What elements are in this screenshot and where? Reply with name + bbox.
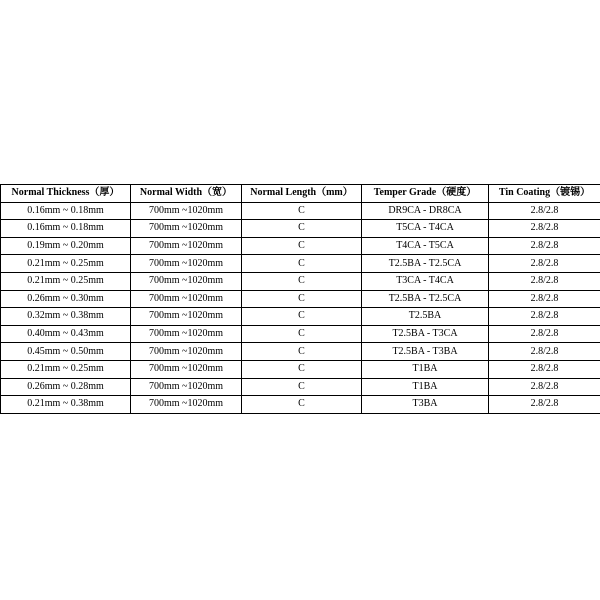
temper-grade-cell: T3CA - T4CA xyxy=(362,272,489,290)
table-row xyxy=(1,325,600,343)
table-row xyxy=(1,272,600,290)
table-row xyxy=(1,308,600,326)
length-cell: C xyxy=(242,290,362,308)
tin-coating-cell: 2.8/2.8 xyxy=(489,220,600,238)
header-length: Normal Length（mm） xyxy=(242,185,362,203)
temper-grade-cell: T2.5BA - T2.5CA xyxy=(362,255,489,273)
thickness-cell: 0.19mm ~ 0.20mm xyxy=(1,237,131,255)
width-cell: 700mm ~1020mm xyxy=(131,272,242,290)
width-cell: 700mm ~1020mm xyxy=(131,237,242,255)
temper-grade-cell: T3BA xyxy=(362,396,489,414)
length-cell: C xyxy=(242,378,362,396)
tin-coating-cell: 2.8/2.8 xyxy=(489,308,600,326)
tin-coating-cell: 2.8/2.8 xyxy=(489,237,600,255)
temper-grade-cell: T5CA - T4CA xyxy=(362,220,489,238)
tin-coating-cell: 2.8/2.8 xyxy=(489,343,600,361)
length-cell: C xyxy=(242,202,362,220)
width-cell: 700mm ~1020mm xyxy=(131,378,242,396)
width-cell: 700mm ~1020mm xyxy=(131,343,242,361)
thickness-cell: 0.21mm ~ 0.25mm xyxy=(1,360,131,378)
tin-coating-cell: 2.8/2.8 xyxy=(489,272,600,290)
temper-grade-cell: T1BA xyxy=(362,378,489,396)
length-cell: C xyxy=(242,272,362,290)
thickness-cell: 0.21mm ~ 0.25mm xyxy=(1,272,131,290)
thickness-cell: 0.16mm ~ 0.18mm xyxy=(1,220,131,238)
thickness-cell: 0.40mm ~ 0.43mm xyxy=(1,325,131,343)
length-cell: C xyxy=(242,220,362,238)
tin-coating-cell: 2.8/2.8 xyxy=(489,325,600,343)
thickness-cell: 0.21mm ~ 0.38mm xyxy=(1,396,131,414)
table-row xyxy=(1,202,600,220)
thickness-cell: 0.26mm ~ 0.28mm xyxy=(1,378,131,396)
tin-coating-cell: 2.8/2.8 xyxy=(489,255,600,273)
thickness-cell: 0.26mm ~ 0.30mm xyxy=(1,290,131,308)
tin-coating-cell: 2.8/2.8 xyxy=(489,396,600,414)
width-cell: 700mm ~1020mm xyxy=(131,220,242,238)
table-row xyxy=(1,255,600,273)
table-row xyxy=(1,237,600,255)
width-cell: 700mm ~1020mm xyxy=(131,360,242,378)
specification-table xyxy=(0,184,600,414)
width-cell: 700mm ~1020mm xyxy=(131,255,242,273)
length-cell: C xyxy=(242,360,362,378)
width-cell: 700mm ~1020mm xyxy=(131,202,242,220)
length-cell: C xyxy=(242,237,362,255)
thickness-cell: 0.21mm ~ 0.25mm xyxy=(1,255,131,273)
table-row xyxy=(1,396,600,414)
table-row xyxy=(1,343,600,361)
temper-grade-cell: T2.5BA - T2.5CA xyxy=(362,290,489,308)
length-cell: C xyxy=(242,308,362,326)
width-cell: 700mm ~1020mm xyxy=(131,308,242,326)
header-width: Normal Width（宽） xyxy=(131,185,242,203)
temper-grade-cell: T2.5BA - T3CA xyxy=(362,325,489,343)
tin-coating-cell: 2.8/2.8 xyxy=(489,290,600,308)
header-temper-grade: Temper Grade（硬度） xyxy=(362,185,489,203)
thickness-cell: 0.45mm ~ 0.50mm xyxy=(1,343,131,361)
width-cell: 700mm ~1020mm xyxy=(131,396,242,414)
temper-grade-cell: T2.5BA - T3BA xyxy=(362,343,489,361)
width-cell: 700mm ~1020mm xyxy=(131,325,242,343)
length-cell: C xyxy=(242,325,362,343)
tin-coating-cell: 2.8/2.8 xyxy=(489,360,600,378)
length-cell: C xyxy=(242,396,362,414)
thickness-cell: 0.32mm ~ 0.38mm xyxy=(1,308,131,326)
table-row xyxy=(1,290,600,308)
tin-coating-cell: 2.8/2.8 xyxy=(489,202,600,220)
header-row xyxy=(1,185,600,203)
tin-coating-cell: 2.8/2.8 xyxy=(489,378,600,396)
header-tin-coating: Tin Coating（镀锡） xyxy=(489,185,600,203)
width-cell: 700mm ~1020mm xyxy=(131,290,242,308)
temper-grade-cell: T2.5BA xyxy=(362,308,489,326)
table-row xyxy=(1,360,600,378)
thickness-cell: 0.16mm ~ 0.18mm xyxy=(1,202,131,220)
temper-grade-cell: DR9CA - DR8CA xyxy=(362,202,489,220)
temper-grade-cell: T1BA xyxy=(362,360,489,378)
table-row xyxy=(1,378,600,396)
header-thickness: Normal Thickness（厚） xyxy=(1,185,131,203)
temper-grade-cell: T4CA - T5CA xyxy=(362,237,489,255)
length-cell: C xyxy=(242,343,362,361)
length-cell: C xyxy=(242,255,362,273)
table-row xyxy=(1,220,600,238)
